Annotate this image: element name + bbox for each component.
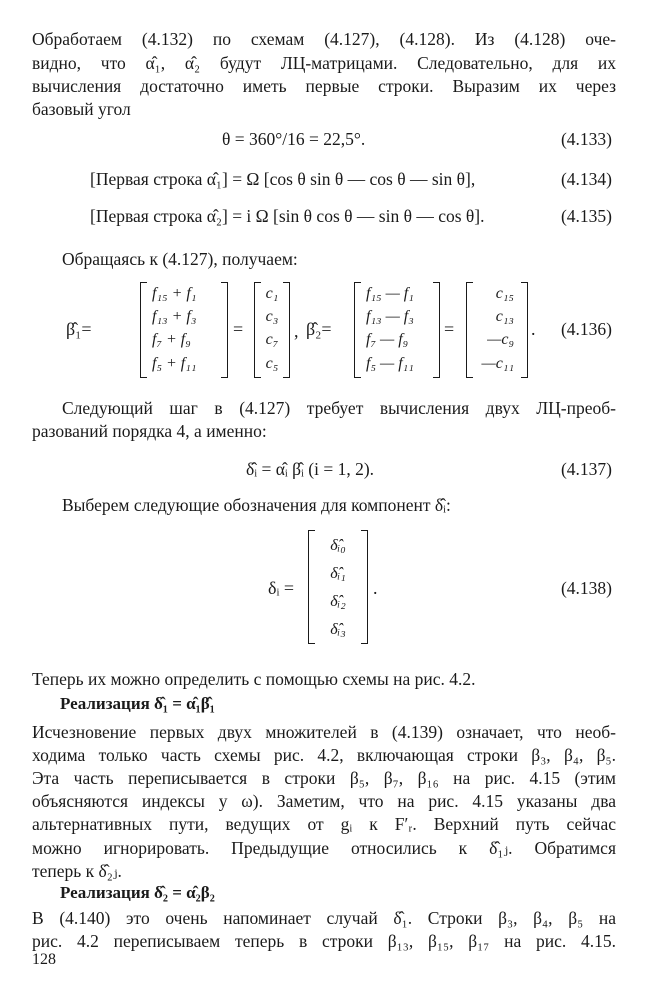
text-notation: Выберем следующие обозначения для компонент δ̂ᵢ:	[62, 495, 451, 515]
matrix-cell: c₇	[265, 331, 279, 348]
matrix-f-diff	[354, 282, 440, 378]
matrix-c-signed	[466, 282, 528, 378]
matrix-cell: c₁	[265, 285, 279, 302]
paragraph-1-line-3: вычисления достаточно иметь первые строки. Выразим их через	[32, 76, 616, 96]
paragraph-3-line-3: Эта часть переписывается в строки β₅, β₇, β₁₆ на рис. 4.15 (этим	[32, 768, 616, 788]
text-now: Теперь их можно определить с помощью схемы на рис. 4.2.	[32, 669, 476, 689]
matrix-cell: δ̂ᵢ₃	[330, 621, 346, 638]
matrix-f-sum	[140, 282, 228, 378]
beta-1-label: β̂₁=	[66, 319, 92, 339]
delta-i-label: δᵢ =	[268, 578, 295, 598]
matrix-cell: —c₁₁	[481, 355, 514, 372]
matrix-cell: f₁₅ + f₁	[152, 285, 197, 302]
section-heading-1: Реализация δ̂₁ = α̂₁β̂₁	[60, 694, 215, 713]
matrix-cell: c₃	[265, 308, 279, 325]
matrix-cell: c₅	[265, 355, 279, 372]
equation-number-4-135: (4.135)	[560, 206, 612, 226]
paragraph-4-line-2: рис. 4.2 переписываем теперь в строки β₁₃, β₁₅, β₁₇ на рис. 4.15.	[32, 931, 616, 951]
equation-4-133: θ = 360°/16 = 22,5°.	[222, 129, 366, 149]
matrix-cell: f₁₃ + f₃	[152, 308, 197, 325]
paragraph-3-line-4: объясняются индексы у ω). Заметим, что на рис. 4.15 указаны два	[32, 791, 616, 811]
period: .	[373, 578, 378, 598]
equation-number-4-137: (4.137)	[560, 459, 612, 479]
matrix-c-odd	[254, 282, 290, 378]
matrix-cell: f₇ + f₉	[152, 331, 191, 348]
paragraph-1-line-2: видно, что α̂₁, α̂₂ будут ЛЦ-матрицами. Следовательно, для их	[32, 53, 616, 73]
equation-number-4-136: (4.136)	[560, 319, 612, 339]
equation-4-134: [Первая строка α̂₁] = Ω [cos θ sin θ — cos θ — sin θ],	[90, 169, 476, 189]
matrix-cell: δ̂ᵢ₀	[330, 537, 346, 554]
equation-number-4-134: (4.134)	[560, 169, 612, 189]
paragraph-3-line-2: ходима только часть схемы рис. 4.2, включающая строки β₃, β₄, β₅.	[32, 745, 616, 765]
paragraph-4-line-1: В (4.140) это очень напоминает случай δ̂₁. Строки β₃, β₄, β₅ на	[32, 908, 616, 928]
matrix-cell: f₁₃ — f₃	[366, 308, 414, 325]
equals-sign-2: =	[444, 319, 455, 339]
paragraph-2-line-2: разований порядка 4, а именно:	[32, 421, 267, 441]
paragraph-3-line-5: альтернативных пути, ведущих от gᵢ к F′ᵣ. Верхний путь сейчас	[32, 814, 616, 834]
text-obtain: Обращаясь к (4.127), получаем:	[62, 249, 298, 269]
paragraph-1-line-1: Обработаем (4.132) по схемам (4.127), (4.128). Из (4.128) оче-	[32, 29, 616, 49]
matrix-cell: c₁₅	[495, 285, 514, 302]
matrix-cell: c₁₃	[495, 308, 514, 325]
paragraph-3-line-6: можно игнорировать. Предыдущие относились к δ̂₁ⱼ. Обратимся	[32, 838, 616, 858]
equation-number-4-138: (4.138)	[560, 578, 612, 598]
matrix-cell: f₁₅ — f₁	[366, 285, 414, 302]
paragraph-3-line-1: Исчезновение первых двух множителей в (4.139) означает, что необ-	[32, 722, 616, 742]
matrix-cell: f₅ — f₁₁	[366, 355, 414, 372]
period: .	[531, 319, 536, 339]
beta-2-label: β̂₂=	[306, 319, 332, 339]
matrix-cell: —c₉	[487, 331, 514, 348]
matrix-cell: δ̂ᵢ₂	[330, 593, 346, 610]
page-number: 128	[32, 951, 56, 968]
paragraph-1-line-4: базовый угол	[32, 99, 131, 119]
paragraph-2-line-1: Следующий шаг в (4.127) требует вычисления двух ЛЦ-преоб-	[62, 398, 616, 418]
matrix-cell: f₇ — f₉	[366, 331, 409, 348]
equation-4-135: [Первая строка α̂₂] = i Ω [sin θ cos θ — sin θ — cos θ].	[90, 206, 485, 226]
matrix-cell: δ̂ᵢ₁	[330, 565, 346, 582]
matrix-cell: f₅ + f₁₁	[152, 355, 197, 372]
paragraph-3-line-7: теперь к δ̂₂ⱼ.	[32, 861, 122, 881]
section-heading-2: Реализация δ̂₂ = α̂₂β₂	[60, 883, 215, 902]
equation-number-4-133: (4.133)	[560, 129, 612, 149]
equation-4-137: δ̂ᵢ = α̂ᵢ β̂ᵢ (i = 1, 2).	[246, 459, 375, 479]
comma-separator: ,	[294, 321, 299, 341]
matrix-delta-components	[308, 530, 368, 644]
equals-sign-1: =	[233, 319, 244, 339]
